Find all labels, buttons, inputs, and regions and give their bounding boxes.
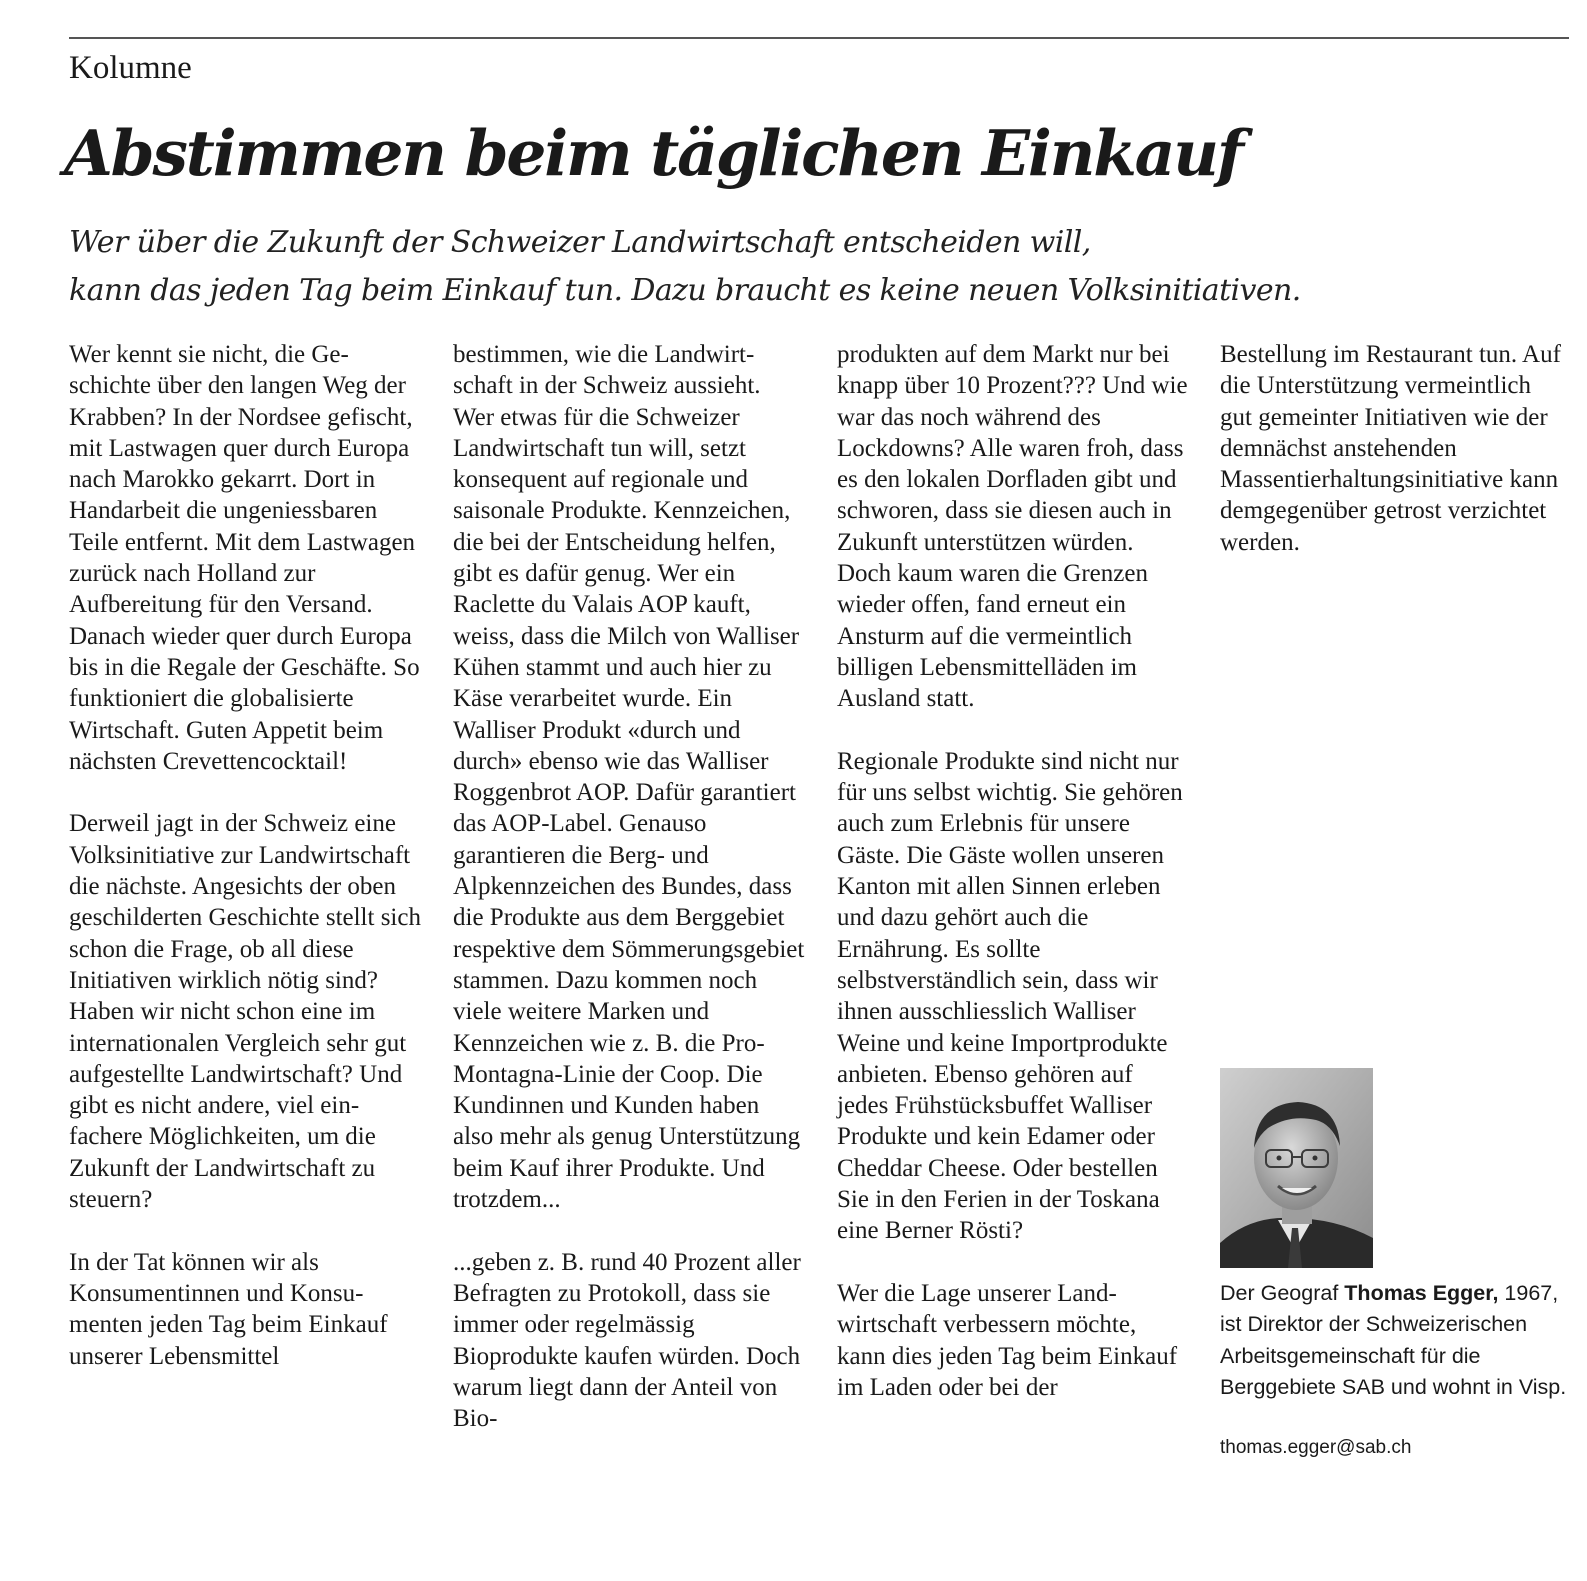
paragraph: bestimmen, wie die Landwirtschaft in der Schweiz aussieht. Wer etwas für die Schweizer Landwirtschaft tun will, setzt konsequent auf regionale und saisonale Produkte. Kennzeichen, die bei der Entscheidung helfen, gibt es dafür genug. Wer ein Raclette du Valais AOP kauft, weiss, dass die Milch von Walliser Kühen stammt und auch hier zu Käse verarbeitet wurde. Ein Walliser Produkt «durch und durch» ebenso wie das Walliser Roggenbrot AOP. Dafür garantiert das AOP-Label. Genauso garantieren die Berg- und Alpkennzeichen des Bundes, dass die Produkte aus dem Berggebiet respektive dem Sömmerungsgebiet stammen. Dazu kommen noch viele weitere Marken und Kennzeichen wie z. B. die Pro-Montagna-Linie der Coop. Die Kundinnen und Kunden haben also mehr als genug Unterstützung beim Kauf ihrer Produkte. Und trotzdem...: [453, 341, 805, 1214]
paragraph: Derweil jagt in der Schweiz eine Volksinitiative zur Landwirtschaft die nächste. Angesichts der oben geschilderten Geschichte stellt sich schon die Frage, ob all diese Initiativen wirklich nötig sind? Haben wir nicht schon eine im internationalen Vergleich sehr gut aufgestellte Landwirtschaft? Und gibt es nicht andere, viel einfachere Möglichkeiten, um die Zukunft der Landwirtschaft zu steuern?: [69, 810, 421, 1214]
section-label: Kolumne: [69, 50, 192, 86]
paragraph: Regionale Produkte sind nicht nur für uns selbst wichtig. Sie gehören auch zum Erlebnis für unsere Gäste. Die Gäste wollen unseren Kanton mit allen Sinnen erleben und dazu gehört auch die Ernährung. Es sollte selbstverständlich sein, dass wir ihnen ausschliesslich Walliser Weine und keine Importprodukte anbieten. Ebenso gehören auf jedes Frühstücksbuffet Walliser Produkte und kein Edamer oder Cheddar Cheese. Oder bestellen Sie in den Ferien in der Toskana eine Berner Rösti?: [837, 747, 1183, 1245]
paragraph: produkten auf dem Markt nur bei knapp über 10 Prozent??? Und wie war das noch während des Lockdowns? Alle waren froh, dass es den lokalen Dorfladen gibt und schworen, dass sie diesen auch in Zukunft unterstützen würden. Doch kaum waren die Grenzen wieder offen, fand erneut ein Ansturm auf die vermeintlich billigen Lebensmittelläden im Ausland statt.: [837, 341, 1188, 713]
article-column-2: [453, 339, 805, 1434]
paragraph: Bestellung im Restaurant tun. Auf die Unterstützung vermeintlich gut gemeinter Initiativen wie der demnächst anstehenden Massentierhaltungsinitiative kann demgegenüber getrost verzichtet werden.: [1220, 341, 1561, 556]
lead-line-1: Wer über die Zukunft der Schweizer Landwirtschaft entscheiden will,: [69, 225, 1091, 260]
headline: Abstimmen beim täglichen Einkauf: [64, 116, 1242, 190]
author-bio: [1220, 1278, 1570, 1403]
article-column-3: [837, 339, 1189, 1403]
lead-line-2: kann das jeden Tag beim Einkauf tun. Dazu braucht es keine neuen Volksinitiativen.: [69, 273, 1301, 308]
paragraph: Wer die Lage unserer Landwirtschaft verbessern möchte, kann dies jeden Tag beim Einkauf im Laden oder bei der: [837, 1279, 1178, 1401]
paragraph: In der Tat können wir als Konsumentinnen und Konsumenten jeden Tag beim Einkauf unserer Lebensmittel: [69, 1248, 388, 1370]
author-email[interactable]: thomas.egger@sab.ch: [1220, 1437, 1412, 1458]
paragraph: Wer kennt sie nicht, die Geschichte über den langen Weg der Krabben? In der Nordsee gefischt, mit Lastwagen quer durch Europa nach Marokko gekarrt. Dort in Handarbeit die ungeniessbaren Teile entfernt. Mit dem Lastwagen zurück nach Holland zur Aufbereitung für den Versand. Danach wieder quer durch Europa bis in die Regale der Geschäfte. So funktioniert die globalisierte Wirtschaft. Guten Appetit beim nächsten Crevettencocktail!: [69, 341, 420, 775]
author-description: 1967, ist Direktor der Schweizerischen Arbeitsgemeinschaft für die Berggebiete SAB und wohnt in Visp.: [1220, 1281, 1567, 1399]
author-portrait: [1220, 1068, 1373, 1268]
paragraph: ...geben z. B. rund 40 Prozent aller Befragten zu Protokoll, dass sie immer oder regelmässig Bioprodukte kaufen würden. Doch warum liegt dann der Anteil von Bio-: [453, 1248, 801, 1433]
lead-text: [69, 219, 1569, 315]
author-prefix: Der Geograf: [1220, 1281, 1339, 1305]
top-rule: [69, 37, 1569, 39]
article-column-1: [69, 339, 421, 1372]
article-column-4: [1220, 339, 1565, 558]
author-name: Thomas Egger,: [1344, 1281, 1499, 1305]
